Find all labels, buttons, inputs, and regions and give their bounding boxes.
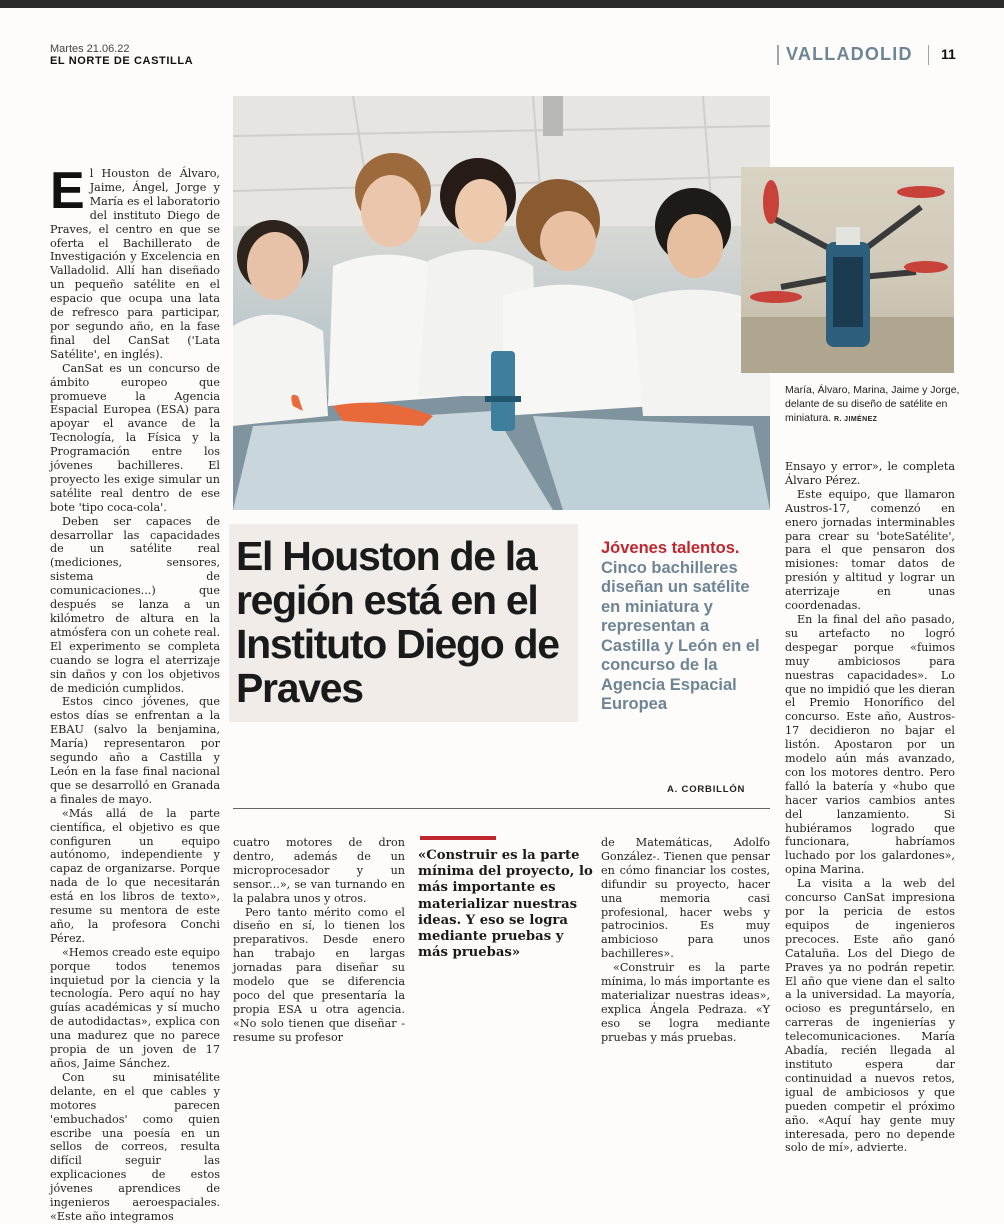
body-paragraph: La visita a la web del concurso CanSat impresiona por la pericia de estos equipos de ingenieros precoces. Este año ganó Cataluña. Los del Diego de Praves ya no podrán repetir. El año que viene dan el salto a la universidad. La mayoría, ocioso es preguntárselo, en carreras de ingenierías y telecomunicaciones. María Abadía, recién llegada al instituto espera dar continuidad a nuevos retos, igual de ambiciosos y que pueden competir el próximo año. «Aquí hay gente muy interesada, pero no depende solo de mí», advierte. <box>785 877 955 1155</box>
deck <box>601 539 771 715</box>
body-column-1 <box>50 162 220 1224</box>
body-column-3 <box>601 836 770 1045</box>
headline: El Houston de la región está en el Instituto Diego de Praves <box>236 533 559 711</box>
main-photo <box>233 96 770 510</box>
body-column-4 <box>785 460 955 1155</box>
body-column-2 <box>233 836 405 1045</box>
body-paragraph: Este equipo, que llamaron Austros-17, comenzó en enero jornadas interminables para crear su 'boteSatélite', para el que pensaron dos misiones: tomar datos de presión y altitud y lograr un aterrizaje en unas coordenadas. <box>785 487 955 613</box>
page-number: 11 <box>941 46 956 62</box>
issue-date: Martes 21.06.22 <box>50 43 130 55</box>
horizontal-rule <box>233 808 770 809</box>
photo-credit: R. JIMÉNEZ <box>834 416 878 423</box>
side-photo <box>741 167 954 373</box>
first-paragraph-text: l Houston de Álvaro, Jaime, Ángel, Jorge y María es el laboratorio del instituto Diego de Praves, el centro en que se oferta el Bachillerato de Investigación y Excelencia en Valladolid. Allí han diseñado un pequeño satélite en el espacio que ocupa una lata de refresco para participar, por segundo año, en la fase final del CanSat ('Lata Satélite', en inglés). <box>50 167 220 361</box>
body-paragraph <box>50 162 220 362</box>
section-name: VALLADOLID <box>786 44 913 64</box>
body-paragraph: «Más allá de la parte científica, el objetivo es que configuren un equipo autónomo, independiente y capaz de organizarse. Porque nada de lo que necesitarán está en los libros de texto», resume su mentora de este año, la profesora Conchi Pérez. <box>50 806 220 945</box>
photo-caption <box>785 383 963 427</box>
students-photo-illustration <box>233 96 770 510</box>
body-paragraph: Estos cinco jóvenes, que estos días se enfrentan a la EBAU (salvo la benjamina, María) representaron por segundo año a Castilla y León en la fase final nacional que se desarrolló en Granada a finales de mayo. <box>50 695 220 806</box>
body-paragraph: Con su minisatélite delante, en el que cables y motores parecen 'embuchados' como quien escribe una poesía en un sellos de correos, resulta difícil seguir las explicaciones de estos jóvenes aprendices de ingenieros aeroespaciales. «Este año integramos <box>50 1070 220 1223</box>
pull-quote-bar <box>420 836 496 840</box>
body-paragraph: Ensayo y error», le completa Álvaro Pérez. <box>785 460 955 487</box>
deck-lead: Jóvenes talentos. <box>601 539 740 557</box>
body-paragraph: «Hemos creado este equipo porque todos tenemos inquietud por la ciencia y la tecnología. Pero aquí no hay guías académicas y sí mucho de autodidactas», explica con una madurez que no parece propia de un joven de 17 años, Jaime Sánchez. <box>50 945 220 1070</box>
satellite-drone-illustration <box>741 167 954 373</box>
body-paragraph: En la final del año pasado, su artefacto no logró despegar porque «fuimos muy ambiciosos para nuestras capacidades». Lo que no impidió que les dieran el Premio Honorífico del concurso. Este año, Austros-17 decidieron no bajar el listón. Apostaron por un modelo aún más avanzado, con los motores dentro. Pero falló la batería y «hubo que hacer varios cambios antes del lanzamiento. Si hubiéramos logrado que funcionara, habríamos luchado por los galardones», opina Marina. <box>785 612 955 877</box>
section-divider-right <box>928 45 929 65</box>
byline: A. CORBILLÓN <box>667 784 746 795</box>
section-divider-left <box>777 45 779 65</box>
body-paragraph: de Matemáticas, Adolfo González-. Tienen que pensar en cómo financiar los costes, difundir su proyecto, hacer una memoria casi profesional, hacer webs y patrocinios. Es muy ambicioso para unos bachilleres». <box>601 836 770 961</box>
top-border <box>0 0 1004 8</box>
body-paragraph: cuatro motores de dron dentro, además de un microprocesador y un sensor...», se van turnando en la palabra unos y otros. <box>233 836 405 905</box>
body-paragraph: Pero tanto mérito como el diseño en sí, lo tienen los preparativos. Desde enero han trabajo en largas jornadas para diseñar su modelo que se diferencia poco del que presentaría la propia ESA u otra agencia. «No solo tienen que diseñar -resume su profesor <box>233 905 405 1044</box>
deck-text: Cinco bachilleres diseñan un satélite en miniatura y representan a Castilla y León en el concurso de la Agencia Espacial Europea <box>601 558 760 713</box>
body-paragraph: «Construir es la parte mínima, lo más importante es materializar nuestras ideas», explica Ángela Pedraza. «Y eso se logra mediante pruebas y más pruebas. <box>601 961 770 1044</box>
body-paragraph: Deben ser capaces de desarrollar las capacidades de un satélite real (mediciones, sensores, sistema de comunicaciones...) que después se lanza a un kilómetro de altura en la atmósfera con un cohete real. El experimento se completa cuando se logra el aterrizaje sin daños y con los objetivos de medición cumplidos. <box>50 514 220 695</box>
newspaper-name: EL NORTE DE CASTILLA <box>50 55 194 67</box>
pull-quote: «Construir es la parte mínima del proyecto, lo más importante es materializar nuestras ideas. Y eso se logra mediante pruebas y más pruebas» <box>418 848 593 961</box>
photo-caption-text: María, Álvaro, Marina, Jaime y Jorge, delante de su diseño de satélite en miniatura. <box>785 384 960 424</box>
body-paragraph: CanSat es un concurso de ámbito europeo que promueve la Agencia Espacial Europea (ESA) para apoyar el avance de la Tecnología, la Física y la Programación entre los jóvenes bachilleres. El proyecto les exige simular un satélite real dentro de ese bote 'tipo coca-cola'. <box>50 361 220 514</box>
drop-cap: E <box>50 162 85 220</box>
